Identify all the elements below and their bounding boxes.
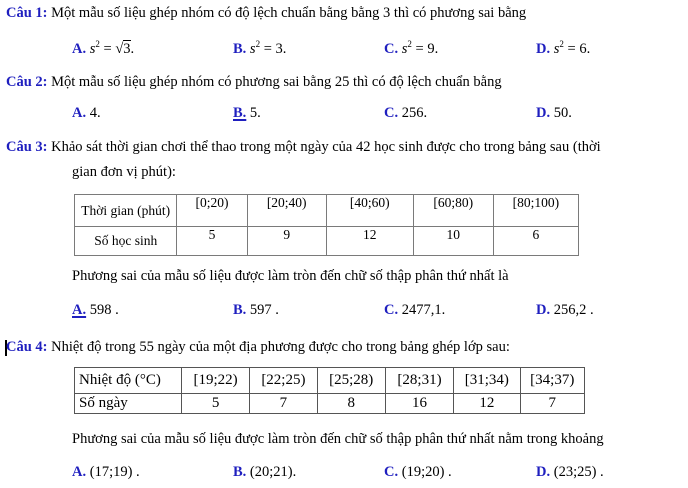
table-cell: [40;60) bbox=[326, 195, 413, 227]
table-row-intervals bbox=[75, 195, 579, 227]
option-value: $s^2 = 9$. bbox=[401, 39, 439, 57]
option-b[interactable] bbox=[233, 39, 286, 58]
option-c[interactable] bbox=[384, 302, 445, 319]
question-label: Câu 4: bbox=[6, 339, 48, 355]
table-cell: [22;25) bbox=[250, 368, 317, 394]
option-value: 5. bbox=[249, 105, 261, 121]
option-d[interactable] bbox=[536, 464, 604, 481]
option-letter: C. bbox=[384, 41, 399, 57]
table-cell: 16 bbox=[385, 394, 453, 414]
option-value: (17;19) . bbox=[89, 464, 140, 480]
option-letter: C. bbox=[384, 464, 399, 480]
option-letter: A. bbox=[72, 464, 87, 480]
row-header: Nhiệt độ (°C) bbox=[75, 368, 182, 394]
table-cell: [25;28) bbox=[317, 368, 385, 394]
row-header: Số ngày bbox=[75, 394, 182, 414]
table-cell: [19;22) bbox=[181, 368, 249, 394]
option-value: $s^2 = 3$. bbox=[249, 39, 287, 57]
option-value: $s^2 = √3$. bbox=[89, 39, 135, 57]
table-cell: [60;80) bbox=[413, 195, 493, 227]
question-3 bbox=[6, 139, 601, 156]
option-letter: D. bbox=[536, 464, 551, 480]
row-header: Thời gian (phút) bbox=[75, 195, 177, 227]
question-4 bbox=[6, 339, 510, 356]
table-cell: 12 bbox=[326, 227, 413, 256]
option-c[interactable] bbox=[384, 464, 452, 481]
option-letter: B. bbox=[233, 302, 247, 318]
option-value: 597 . bbox=[249, 302, 279, 318]
option-value: (23;25) . bbox=[553, 464, 604, 480]
option-value: 598 . bbox=[89, 302, 119, 318]
table-row-counts bbox=[75, 394, 585, 414]
option-value: 4. bbox=[89, 105, 101, 121]
data-table-temperature bbox=[74, 367, 585, 414]
option-letter: B. bbox=[233, 41, 247, 57]
question-1 bbox=[6, 5, 526, 22]
option-a[interactable] bbox=[72, 302, 119, 319]
option-a[interactable] bbox=[72, 464, 140, 481]
question-text-line2: gian đơn vị phút): bbox=[72, 164, 176, 180]
table-cell: [34;37) bbox=[520, 368, 584, 394]
option-letter: A. bbox=[72, 41, 87, 57]
option-letter: C. bbox=[384, 105, 399, 121]
table-cell: 5 bbox=[177, 227, 247, 256]
option-letter: A. bbox=[72, 105, 87, 121]
row-header: Số học sinh bbox=[75, 227, 177, 256]
option-a[interactable] bbox=[72, 39, 134, 58]
option-c[interactable] bbox=[384, 105, 427, 122]
option-letter: C. bbox=[384, 302, 399, 318]
option-letter: A. bbox=[72, 302, 87, 318]
table-cell: 7 bbox=[520, 394, 584, 414]
table-cell: 6 bbox=[493, 227, 578, 256]
option-value: 256. bbox=[401, 105, 428, 121]
option-letter: B. bbox=[233, 105, 247, 121]
table-row-intervals bbox=[75, 368, 585, 394]
table-cell: 7 bbox=[250, 394, 317, 414]
question-text-line1: Khảo sát thời gian chơi thể thao trong một ngày của 42 học sinh được cho trong bảng sau (thời bbox=[51, 139, 601, 155]
option-value: (20;21). bbox=[249, 464, 297, 480]
table-cell: [0;20) bbox=[177, 195, 247, 227]
option-b[interactable] bbox=[233, 105, 261, 122]
question-prompt: Phương sai của mẫu số liệu được làm tròn đến chữ số thập phân thứ nhất là bbox=[72, 268, 509, 284]
option-value: 2477,1. bbox=[401, 302, 446, 318]
table-cell: [28;31) bbox=[385, 368, 453, 394]
option-d[interactable] bbox=[536, 39, 590, 58]
question-text: Một mẫu số liệu ghép nhóm có phương sai bằng 25 thì có độ lệch chuẩn bằng bbox=[51, 74, 502, 90]
option-d[interactable] bbox=[536, 105, 572, 122]
option-letter: D. bbox=[536, 302, 551, 318]
table-cell: 12 bbox=[454, 394, 520, 414]
option-value: 256,2 . bbox=[553, 302, 594, 318]
question-label: Câu 2: bbox=[6, 74, 48, 90]
option-letter: B. bbox=[233, 464, 247, 480]
question-prompt: Phương sai của mẫu số liệu được làm tròn đến chữ số thập phân thứ nhất nằm trong khoảng bbox=[72, 431, 604, 447]
question-label: Câu 3: bbox=[6, 139, 48, 155]
table-cell: [31;34) bbox=[454, 368, 520, 394]
table-cell: [20;40) bbox=[247, 195, 326, 227]
option-a[interactable] bbox=[72, 105, 101, 122]
question-label: Câu 1: bbox=[6, 5, 48, 21]
option-d[interactable] bbox=[536, 302, 594, 319]
option-b[interactable] bbox=[233, 302, 279, 319]
table-cell: 9 bbox=[247, 227, 326, 256]
option-value: (19;20) . bbox=[401, 464, 452, 480]
option-c[interactable] bbox=[384, 39, 438, 58]
question-text: Một mẫu số liệu ghép nhóm có độ lệch chuẩn bằng bằng 3 thì có phương sai bằng bbox=[51, 5, 527, 21]
table-cell: 8 bbox=[317, 394, 385, 414]
question-2 bbox=[6, 74, 502, 91]
table-cell: 10 bbox=[413, 227, 493, 256]
option-value: 50. bbox=[553, 105, 572, 121]
option-letter: D. bbox=[536, 105, 551, 121]
question-text: Nhiệt độ trong 55 ngày của một địa phương được cho trong bảng ghép lớp sau: bbox=[51, 339, 510, 355]
table-cell: [80;100) bbox=[493, 195, 578, 227]
data-table-time bbox=[74, 194, 579, 256]
option-b[interactable] bbox=[233, 464, 296, 481]
option-letter: D. bbox=[536, 41, 551, 57]
table-row-counts bbox=[75, 227, 579, 256]
table-cell: 5 bbox=[181, 394, 249, 414]
option-value: $s^2 = 6$. bbox=[553, 39, 591, 57]
